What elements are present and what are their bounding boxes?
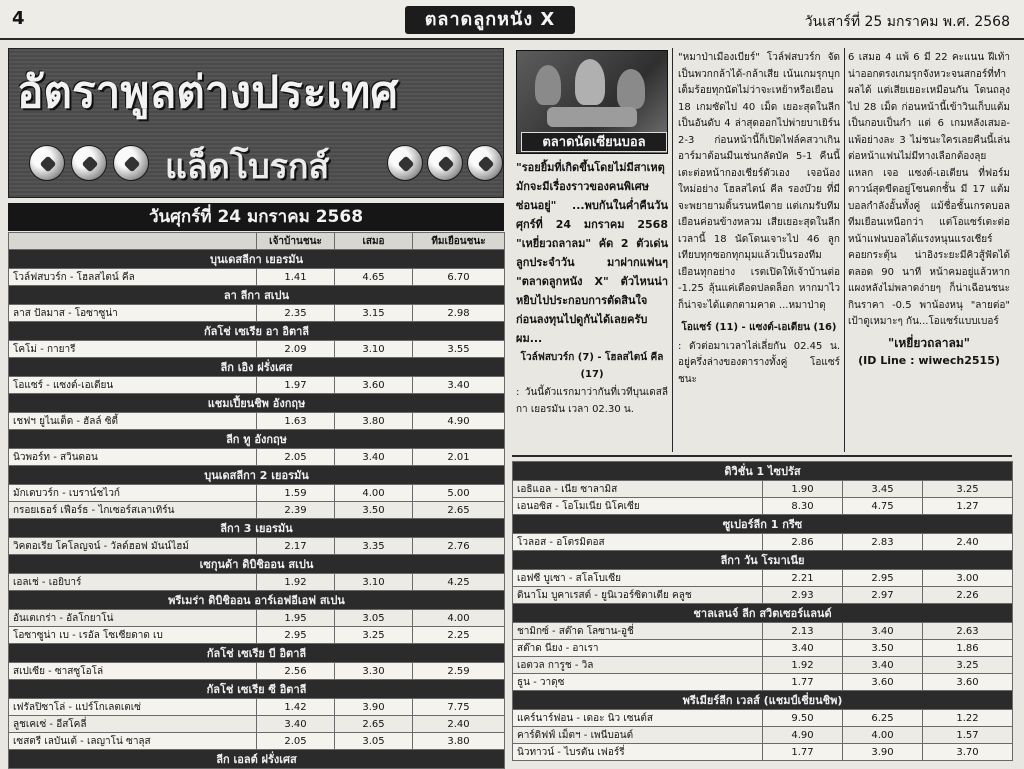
league-header-row — [9, 519, 505, 538]
columnist-line-id: (ID Line : wiwech2515) — [858, 354, 1000, 367]
away-odds: 3.55 — [413, 341, 505, 358]
league-header-row — [9, 286, 505, 305]
away-odds: 7.75 — [413, 699, 505, 716]
table-row — [9, 485, 505, 502]
home-odds: 2.95 — [257, 627, 335, 644]
league-name: ลีก เอิง ฝรั่งเศส — [9, 358, 505, 377]
league-header-row — [513, 515, 1013, 534]
football-icon — [387, 145, 423, 181]
league-name: ลีกา 3 เยอรมัน — [9, 519, 505, 538]
league-header-row — [9, 322, 505, 341]
away-odds: 3.70 — [923, 744, 1013, 761]
league-header-row — [9, 750, 505, 769]
league-name: บุนเดสลีกา เยอรมัน — [9, 250, 505, 269]
page-number: 4 — [12, 8, 25, 29]
table-row — [9, 716, 505, 733]
match-name: นิวพอร์ท - สวินดอน — [9, 449, 257, 466]
away-odds: 2.59 — [413, 663, 505, 680]
match-name: สต๊าด นียง - อาเรา — [513, 640, 763, 657]
table-row — [9, 341, 505, 358]
home-odds: 1.92 — [763, 657, 843, 674]
away-odds: 1.86 — [923, 640, 1013, 657]
league-name: พรีเมร่า ดิบิชิออน อาร์เอฟอีเอฟ สเปน — [9, 591, 505, 610]
draw-odds: 4.65 — [335, 269, 413, 286]
league-name: พรีเมียร์ลีก เวลส์ (แชมป์เชี่ยนชิพ) — [513, 691, 1013, 710]
draw-odds: 4.00 — [843, 727, 923, 744]
table-row — [513, 623, 1013, 640]
match-name: สเปเซีย - ซาสซูโอโล่ — [9, 663, 257, 680]
league-name: ลีก ทู อังกฤษ — [9, 430, 505, 449]
draw-odds: 3.80 — [335, 413, 413, 430]
draw-odds: 3.50 — [843, 640, 923, 657]
table-row — [513, 710, 1013, 727]
away-odds: 2.63 — [923, 623, 1013, 640]
home-odds: 1.59 — [257, 485, 335, 502]
football-icon — [71, 145, 107, 181]
home-odds: 2.05 — [257, 733, 335, 750]
pick2-intro: : ตัวต่อมาเวลาไล่เลี่ยกัน 02.45 น. อยู่ครึ่งล่างของตารางทั้งคู่ โอแซร์ ชนะ — [678, 340, 840, 385]
table-row — [9, 413, 505, 430]
league-name: ซูเปอร์ลีก 1 กรีซ — [513, 515, 1013, 534]
match-col-header — [9, 233, 257, 250]
table-row — [513, 534, 1013, 551]
league-header-row — [9, 430, 505, 449]
match-name: ธูน - วาดุซ — [513, 674, 763, 691]
column-logo: ตลาดนัดเซียนบอล — [521, 132, 667, 152]
table-row — [9, 733, 505, 750]
home-odds: 3.40 — [763, 640, 843, 657]
league-header-row — [513, 691, 1013, 710]
league-name: ชาลเลนจ์ ลีก สวิตเซอร์แลนด์ — [513, 604, 1013, 623]
away-odds: 2.40 — [413, 716, 505, 733]
pick1-intro: : วันนี้ตัวแรกมาว่ากันที่เวทีบุนเดสลีกา เยอรมัน เวลา 02.30 น. — [516, 387, 668, 415]
match-name: แคร์นาร์ฟอน - เดอะ นิว เซนต์ส — [513, 710, 763, 727]
draw-odds: 3.90 — [335, 699, 413, 716]
odds-banner — [8, 48, 504, 198]
match-name: โอแซร์ - แซงต์-เอเตียน — [9, 377, 257, 394]
table-row — [9, 699, 505, 716]
article-column-2 — [678, 50, 840, 390]
league-name: กัลโช่ เซเรีย อา อิตาลี — [9, 322, 505, 341]
issue-date: วันเสาร์ที่ 25 มกราคม พ.ศ. 2568 — [804, 14, 1010, 30]
league-name: บุนเดสลีกา 2 เยอรมัน — [9, 466, 505, 485]
match-name: มักเดบวร์ก - เบราน์ชไวก์ — [9, 485, 257, 502]
home-odds: 2.09 — [257, 341, 335, 358]
home-odds: 1.95 — [257, 610, 335, 627]
column-divider — [672, 48, 673, 452]
away-odds: 2.76 — [413, 538, 505, 555]
draw-odds: 2.83 — [843, 534, 923, 551]
league-name: แชมเปี้ยนชิพ อังกฤษ — [9, 394, 505, 413]
match-name: เอตวล การูช - วิล — [513, 657, 763, 674]
match-name: เอลเช่ - เอยิบาร์ — [9, 574, 257, 591]
away-odds: 2.01 — [413, 449, 505, 466]
draw-odds: 6.25 — [843, 710, 923, 727]
table-row — [9, 269, 505, 286]
league-name: ลีกา วัน โรมาเนีย — [513, 551, 1013, 570]
home-odds: 2.05 — [257, 449, 335, 466]
away-odds: 2.98 — [413, 305, 505, 322]
draw-odds: 3.05 — [335, 610, 413, 627]
home-odds: 2.93 — [763, 587, 843, 604]
league-header-row — [9, 555, 505, 574]
odds-table-left — [8, 232, 505, 769]
column-divider — [844, 48, 845, 452]
match-name: เอธิแอล - เนีย ซาลามิส — [513, 481, 763, 498]
away-odds: 4.00 — [413, 610, 505, 627]
draw-odds: 3.60 — [843, 674, 923, 691]
league-name: กัลโช่ เซเรีย บี อิตาลี — [9, 644, 505, 663]
draw-odds: 3.40 — [843, 623, 923, 640]
away-odds: 1.22 — [923, 710, 1013, 727]
home-odds: 1.77 — [763, 744, 843, 761]
away-odds: 2.40 — [923, 534, 1013, 551]
publication-logo: ตลาดลูกหนัง X — [405, 6, 575, 34]
table-row — [513, 570, 1013, 587]
league-name: กัลโช่ เซเรีย ซี อิตาลี — [9, 680, 505, 699]
match-name: ลาส ปัลมาส - โอซาซูน่า — [9, 305, 257, 322]
match-name: อันเตเกร่า - อัลโกยาโน่ — [9, 610, 257, 627]
article-column-1 — [516, 158, 668, 420]
match-name: เชฟฯ ยูไนเต็ด - ฮัลล์ ซิตี้ — [9, 413, 257, 430]
away-odds: 1.57 — [923, 727, 1013, 744]
match-name: กรอยเธอร์ เฟือร์ธ - ไกเซอร์สเลาเทิร์น — [9, 502, 257, 519]
draw-odds: 3.25 — [335, 627, 413, 644]
league-header-row — [9, 644, 505, 663]
football-icon — [29, 145, 65, 181]
table-row — [513, 481, 1013, 498]
away-odds: 2.25 — [413, 627, 505, 644]
draw-col-header: เสมอ — [335, 233, 413, 250]
draw-odds: 3.40 — [843, 657, 923, 674]
away-odds: 1.27 — [923, 498, 1013, 515]
home-odds: 1.97 — [257, 377, 335, 394]
league-header-row — [9, 591, 505, 610]
match-name: เซสตรี เลบันเต้ - เลญาโน่ ซาลุส — [9, 733, 257, 750]
league-header-row — [513, 604, 1013, 623]
table-row — [9, 305, 505, 322]
draw-odds: 3.05 — [335, 733, 413, 750]
article-lead: "รอยยิ้มที่เกิดขึ้นโดยไม่มีสาเหตุ มักจะมีเรื่องราวของคนพิเศษซ่อนอยู่" ...พบกันในค่ำคืนวันศุกร์ที่ 24 มกราคม 2568 "เหยี่ยวถลาลม" คัด 2 ตัวเด่นลูกประจำวัน มาฝากแฟนๆ "ตลาดลูกหนัง X" ตัวไหนน่าหยิบไปประกอบการตัดสินใจก่อนลงทุนไปดูกันได้เลยครับผม... — [516, 161, 668, 345]
match-name: ลูชเคเซ่ - อีสโคลี่ — [9, 716, 257, 733]
home-odds: 1.41 — [257, 269, 335, 286]
home-odds: 1.63 — [257, 413, 335, 430]
table-row — [9, 627, 505, 644]
home-odds: 2.86 — [763, 534, 843, 551]
league-header-row — [513, 551, 1013, 570]
match-name: ดินาโม บูคาเรสต์ - ยูนิเวอร์ซิตาเตีย คลูช — [513, 587, 763, 604]
league-name: ลีก เอลต์ ฝรั่งเศส — [9, 750, 505, 769]
league-header-row — [9, 358, 505, 377]
away-odds: 2.26 — [923, 587, 1013, 604]
football-icon — [467, 145, 503, 181]
pick2-analysis: 6 เสมอ 4 แพ้ 6 มี 22 คะแนน ฝีเท้าน่าออกตรงเกมรุกจังหวะจนสกอร์ที่ทำผลได้ แต่เสียเยอะเหมือนกัน โดนถลุงไป 28 เม็ด ก่อนหน้านี้เข้าวินเก็บแต้มเป็นกอบเป็นกำ แต่ 6 เกมหลังเสมอ-แพ้อย่างละ 3 ไม่ชนะใครเลยคืนนี้เล่นต่อหน้าแฟนไม่มีทางเลือกต้องลุยแหลก เจอ แซงต์-เอเตียน ที่ฟอร์มดาวน์สุดขีดอยู่โซนตกชั้น มี 17 แต้มบอลกำลังอั้นทั้งคู่ แม้ชื่อชั้นเกรดบอลทีมเยือนเหนือกว่า แต่โอแซร์เตะต่อหน้าแฟนบอลได้แรงหนุนแรงเชียร์คอยกระตุ้น น่าอิงระยะมีคิวสู้ฟัดได้ตลอด 90 นาที หน้าคมอยู่แล้วหากแผงหลังไม่พลาดง่ายๆ ก็น่าเฉือนชนะกินราคา -0.5 พาน้องหนุ "ลายต่อ" เป้าดูเหมาะๆ กัน...โอแซร์แบบเบอร์ — [848, 52, 1010, 327]
home-odds: 1.92 — [257, 574, 335, 591]
table-row — [513, 727, 1013, 744]
home-odds: 3.40 — [257, 716, 335, 733]
match-name: ชามิกซ์ - สต๊าด โลซาน-อูชี่ — [513, 623, 763, 640]
league-header-row — [9, 466, 505, 485]
football-icon — [427, 145, 463, 181]
table-row — [9, 502, 505, 519]
league-name: เซกุนด้า ดิบิชิออน สเปน — [9, 555, 505, 574]
page-header — [0, 0, 1024, 40]
pick1-analysis: "หมาป่าเมืองเบียร์" โวล์ฟสบวร์ก จัดเป็นพวกกล้าได้-กล้าเสีย เน้นเกมรุกบุกเต็มร้อยทุกนัดไม่ว่าจะเหย้าหรือเยือน 18 เกมซัดไป 40 เม็ด เยอะสุดในลีกเป็นอันดับ 4 ล่าสุดออกไปพ่ายบาเยิร์น 2-3 ก่อนหน้านี้ก็เปิดไฟล์คสวาเกิน อาร์มาต้อนมืนเช่นกลัดบัค 5-1 คืนนี้เตะต่อหน้ากองเชียร์ตัวเอง เจอน้องใหม่อย่าง โฮลสไตน์ คีล รองบ๊วย ที่มีจะพยายามดิ้นรนหนีตาย แต่เกมรับทีมเยือนค่อนข้างหลวม เสียเยอะสุดในลีกเวลานี้ 18 นัดโดนเจาะไป 46 ลูก เทียบทุกซอกทุกมุมแล้วเป็นรองทีมเยือนทุกอย่าง เรตเปิดให้เจ้าบ้านต่อ -1.25 ลุ้นแค่เดือดปลดล็อก หากมาไวก็น่าจะได้แตกตามคาด ...หมาป่าดุ — [678, 52, 840, 311]
away-odds: 2.65 — [413, 502, 505, 519]
table-row — [9, 377, 505, 394]
home-odds: 4.90 — [763, 727, 843, 744]
table-row — [513, 744, 1013, 761]
away-odds: 4.90 — [413, 413, 505, 430]
pick1-title: โวล์ฟสบวร์ก (7) - โฮลสไตน์ คีล (17) — [520, 352, 664, 380]
table-row — [9, 449, 505, 466]
home-odds: 9.50 — [763, 710, 843, 727]
home-odds: 2.17 — [257, 538, 335, 555]
draw-odds: 3.15 — [335, 305, 413, 322]
draw-odds: 3.50 — [335, 502, 413, 519]
football-icon — [113, 145, 149, 181]
away-odds: 4.25 — [413, 574, 505, 591]
league-header-row — [9, 394, 505, 413]
away-odds: 3.60 — [923, 674, 1013, 691]
league-name: ลา ลีกา สเปน — [9, 286, 505, 305]
away-odds: 3.00 — [923, 570, 1013, 587]
draw-odds: 4.00 — [335, 485, 413, 502]
match-name: คาร์ดิฟฟ์ เม็ตฯ - เพนีบอนต์ — [513, 727, 763, 744]
section-divider — [512, 455, 1012, 457]
table-row — [9, 610, 505, 627]
home-odds: 2.13 — [763, 623, 843, 640]
home-odds: 2.56 — [257, 663, 335, 680]
draw-odds: 3.10 — [335, 341, 413, 358]
home-odds: 1.77 — [763, 674, 843, 691]
match-name: โอซาซูน่า เบ - เรอัล โซเซียดาด เบ — [9, 627, 257, 644]
table-row — [9, 663, 505, 680]
table-row — [9, 538, 505, 555]
table-row — [513, 640, 1013, 657]
columnist-signature: "เหยี่ยวถลาลม" — [888, 335, 970, 350]
match-name: เอนอซิส - โอโมเนีย นิโคเซีย — [513, 498, 763, 515]
match-name: นิวทาวน์ - ไบรตัน เฟอร์รี่ — [513, 744, 763, 761]
away-odds: 6.70 — [413, 269, 505, 286]
draw-odds: 2.65 — [335, 716, 413, 733]
home-odds: 2.39 — [257, 502, 335, 519]
away-odds: 3.25 — [923, 657, 1013, 674]
home-odds: 1.42 — [257, 699, 335, 716]
league-header-row — [9, 680, 505, 699]
away-odds: 3.80 — [413, 733, 505, 750]
league-header-row — [513, 462, 1013, 481]
draw-odds: 2.97 — [843, 587, 923, 604]
table-row — [513, 674, 1013, 691]
table-row — [9, 574, 505, 591]
fixture-day-header: วันศุกร์ที่ 24 มกราคม 2568 — [8, 203, 504, 231]
away-odds: 3.40 — [413, 377, 505, 394]
table-row — [513, 587, 1013, 604]
draw-odds: 3.35 — [335, 538, 413, 555]
draw-odds: 3.90 — [843, 744, 923, 761]
draw-odds: 3.60 — [335, 377, 413, 394]
home-odds: 1.90 — [763, 481, 843, 498]
match-name: โวลอส - อโตรมิตอส — [513, 534, 763, 551]
league-name: ดิวิชั่น 1 ไซปรัส — [513, 462, 1013, 481]
table-row — [513, 498, 1013, 515]
draw-odds: 3.30 — [335, 663, 413, 680]
league-header-row — [9, 250, 505, 269]
match-name: โวล์ฟสบวร์ก - โฮลสไตน์ คีล — [9, 269, 257, 286]
banner-title: อัตราพูลต่างประเทศ — [17, 67, 399, 118]
match-name: วิคตอเรีย โคโลญจน์ - วัลด์ฮอฟ มันน์ไฮม์ — [9, 538, 257, 555]
article-column-3 — [848, 50, 1010, 372]
home-odds: 2.35 — [257, 305, 335, 322]
draw-odds: 2.95 — [843, 570, 923, 587]
away-odds: 5.00 — [413, 485, 505, 502]
match-name: เอฟซี บูเซา - สโลโบเซีย — [513, 570, 763, 587]
home-col-header: เจ้าบ้านชนะ — [257, 233, 335, 250]
match-name: เฟรัลปิซาโล่ - แปร์โกเลตเตเซ่ — [9, 699, 257, 716]
draw-odds: 3.10 — [335, 574, 413, 591]
draw-odds: 3.40 — [335, 449, 413, 466]
table-row — [513, 657, 1013, 674]
column-header-row — [9, 233, 505, 250]
away-col-header: ทีมเยือนชนะ — [413, 233, 505, 250]
banner-subtitle: แล็ดโบรกส์ — [165, 147, 330, 187]
away-odds: 3.25 — [923, 481, 1013, 498]
draw-odds: 3.45 — [843, 481, 923, 498]
draw-odds: 4.75 — [843, 498, 923, 515]
match-name: โคโม่ - กายารี — [9, 341, 257, 358]
home-odds: 2.21 — [763, 570, 843, 587]
home-odds: 8.30 — [763, 498, 843, 515]
pick2-title: โอแซร์ (11) - แซงต์-เอเตียน (16) — [681, 322, 837, 333]
odds-table-right — [512, 461, 1013, 761]
